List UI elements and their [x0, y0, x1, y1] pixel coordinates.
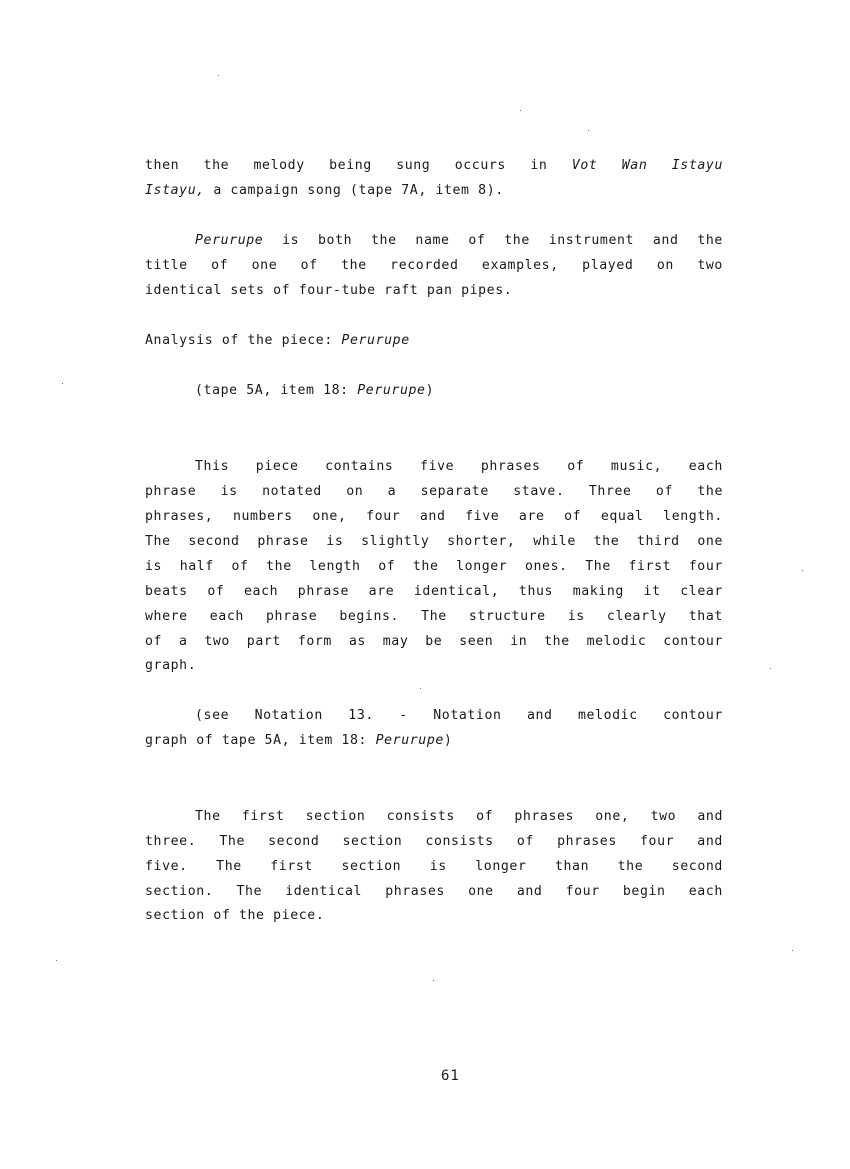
word: is	[567, 609, 585, 624]
word: song	[307, 183, 342, 198]
scan-speck	[588, 130, 589, 131]
word: are	[368, 584, 395, 599]
word: it	[643, 584, 661, 599]
word: phrases	[557, 834, 617, 849]
word: length	[309, 559, 361, 574]
word: The	[145, 534, 171, 549]
scan-speck	[770, 668, 771, 669]
word: phrases,	[145, 509, 214, 524]
word: consists	[425, 834, 494, 849]
word: length.	[663, 509, 723, 524]
word: second	[188, 534, 240, 549]
word: five.	[145, 859, 188, 874]
word: may	[382, 634, 409, 649]
word: (see	[195, 708, 230, 723]
word: identical	[145, 283, 222, 298]
word: identical,	[413, 584, 500, 599]
instrument-name: Perurupe	[195, 233, 264, 248]
word: section	[341, 859, 402, 874]
text-line	[145, 883, 723, 901]
word: a	[178, 634, 188, 649]
word: raft	[384, 283, 419, 298]
word: four	[366, 509, 401, 524]
word: the	[504, 233, 530, 248]
word: five	[420, 459, 455, 474]
word: of	[567, 459, 585, 474]
word: of	[207, 584, 225, 599]
word: is	[220, 484, 238, 499]
word: two	[697, 258, 723, 273]
word: and	[526, 708, 553, 723]
word: This	[195, 459, 230, 474]
word: (tape	[350, 183, 393, 198]
text-line	[195, 808, 723, 826]
word: part	[246, 634, 281, 649]
word: of	[468, 233, 486, 248]
reference-title: Perurupe	[357, 383, 426, 398]
word: and	[697, 809, 723, 824]
word: two	[650, 809, 677, 824]
word: melodic	[577, 708, 638, 723]
reference-title: Perurupe	[375, 733, 444, 748]
word: and	[697, 834, 723, 849]
scan-speck	[56, 960, 57, 961]
text-line	[145, 833, 723, 851]
word: then	[145, 158, 180, 173]
text-line	[145, 633, 723, 651]
word: five	[465, 509, 500, 524]
word: the	[238, 908, 265, 923]
word: phrase	[266, 609, 318, 624]
word: 7A,	[401, 183, 427, 198]
word: first	[270, 859, 313, 874]
word: the	[544, 634, 570, 649]
word: of	[145, 634, 163, 649]
word: contour	[663, 708, 723, 723]
word: one,	[595, 809, 630, 824]
text-line	[195, 458, 723, 476]
word: title	[145, 258, 188, 273]
word: first	[241, 809, 285, 824]
word: two	[204, 634, 230, 649]
word: half	[179, 559, 214, 574]
word: each	[244, 584, 279, 599]
word: notated	[262, 484, 322, 499]
text-line	[145, 157, 723, 175]
word: the	[412, 559, 439, 574]
word: one,	[312, 509, 347, 524]
word: sets	[230, 283, 265, 298]
word: section.	[145, 884, 214, 899]
scan-speck	[520, 110, 521, 111]
word: the	[617, 859, 644, 874]
word: of	[655, 484, 674, 499]
word: graph.	[145, 658, 197, 673]
word: of	[211, 258, 229, 273]
word: where	[145, 609, 188, 624]
word: phrases	[514, 809, 575, 824]
word: and	[419, 509, 446, 524]
word: as	[348, 634, 366, 649]
word: stave.	[513, 484, 565, 499]
word: the	[266, 559, 292, 574]
word: and	[516, 884, 543, 899]
word: is	[429, 859, 447, 874]
word: Notation	[433, 708, 502, 723]
word: four	[688, 559, 723, 574]
word: The	[216, 859, 242, 874]
scan-speck	[792, 950, 793, 951]
word: recorded	[390, 258, 459, 273]
word: occurs	[454, 158, 506, 173]
word: of	[300, 258, 318, 273]
word: melodic	[586, 634, 647, 649]
word: section	[342, 834, 403, 849]
word: identical	[285, 884, 363, 899]
heading-label: Analysis of the piece:	[145, 333, 333, 348]
word: the	[697, 233, 723, 248]
word: begin	[622, 884, 666, 899]
word: and	[652, 233, 679, 248]
page-number: 61	[441, 1068, 460, 1084]
text-line	[145, 257, 723, 275]
text-line	[145, 282, 723, 300]
word: four-tube	[298, 283, 376, 298]
text-line	[145, 533, 723, 551]
word: phrase	[297, 584, 350, 599]
word: piece	[255, 459, 299, 474]
song-title-word: Vot	[571, 158, 598, 173]
word: form	[297, 634, 332, 649]
word: in	[510, 634, 528, 649]
word: piece.	[273, 908, 325, 923]
text-line	[195, 232, 723, 250]
text-line	[145, 858, 723, 876]
notation-reference	[195, 707, 723, 725]
word: Notation	[254, 708, 323, 723]
word: second	[268, 834, 320, 849]
word: beats	[145, 584, 188, 599]
word: structure	[468, 609, 546, 624]
text-line	[145, 583, 723, 601]
word: of	[516, 834, 534, 849]
word: of	[231, 559, 249, 574]
word: section	[145, 908, 205, 923]
word: campaign	[230, 183, 299, 198]
word: -	[399, 708, 408, 723]
word: item	[435, 183, 470, 198]
text-line	[145, 508, 723, 526]
word: are	[518, 509, 545, 524]
word: on	[346, 484, 364, 499]
word: section	[305, 809, 366, 824]
word: pipes.	[461, 283, 513, 298]
word: name	[415, 233, 450, 248]
word: one	[697, 534, 723, 549]
notation-reference	[145, 732, 723, 750]
word: The	[236, 884, 263, 899]
word: while	[533, 534, 576, 549]
word: four	[565, 884, 600, 899]
word: both	[318, 233, 353, 248]
word: the	[370, 233, 397, 248]
scan-speck	[62, 383, 63, 384]
word: three.	[145, 834, 197, 849]
word: The	[585, 559, 611, 574]
word: instrument	[548, 233, 635, 248]
scan-speck	[420, 688, 421, 689]
word: melody	[253, 158, 305, 173]
word: of	[273, 283, 291, 298]
word: contour	[663, 634, 723, 649]
song-title-word: Istayu,	[145, 183, 205, 198]
word: consists	[386, 809, 455, 824]
word: than	[554, 859, 590, 874]
word: each	[688, 459, 723, 474]
reference-label: graph of tape 5A, item 18:	[145, 733, 368, 748]
word: of	[476, 809, 494, 824]
word: the	[697, 484, 723, 499]
word: 8).	[478, 183, 504, 198]
word: of	[378, 559, 396, 574]
word: The	[219, 834, 245, 849]
word: phrase	[145, 484, 197, 499]
reference-label: (tape 5A, item 18:	[195, 383, 349, 398]
word: shorter,	[447, 534, 516, 549]
word: pan	[426, 283, 453, 298]
text-line	[145, 558, 723, 576]
word: on	[656, 258, 674, 273]
word: begins.	[339, 609, 400, 624]
word: contains	[325, 459, 394, 474]
word: numbers	[232, 509, 293, 524]
word: third	[636, 534, 680, 549]
word: seen	[459, 634, 494, 649]
word: second	[671, 859, 723, 874]
word: sung	[396, 158, 431, 173]
word: is	[282, 233, 300, 248]
word: slightly	[361, 534, 430, 549]
word: of	[564, 509, 582, 524]
word: separate	[420, 484, 489, 499]
word: one	[251, 258, 278, 273]
word: 13.	[348, 708, 374, 723]
section-heading	[145, 332, 723, 350]
text-line	[145, 608, 723, 626]
word: the	[593, 534, 620, 549]
word: the	[203, 158, 230, 173]
reference-suffix: )	[425, 383, 435, 398]
word: equal	[600, 509, 644, 524]
text-line	[145, 182, 723, 200]
word: four	[639, 834, 675, 849]
word: clearly	[606, 609, 667, 624]
word: The	[421, 609, 447, 624]
song-title-word: Wan	[621, 158, 648, 173]
text-line	[145, 483, 723, 501]
word: one	[468, 884, 494, 899]
word: that	[688, 609, 723, 624]
word: in	[530, 158, 548, 173]
scan-speck	[433, 980, 434, 981]
word: making	[572, 584, 624, 599]
word: a	[387, 484, 397, 499]
song-title-word: Istayu	[671, 158, 723, 173]
word: thus	[518, 584, 554, 599]
heading-title: Perurupe	[341, 333, 410, 348]
scan-speck	[218, 75, 219, 76]
word: longer	[456, 559, 508, 574]
word: being	[329, 158, 372, 173]
word: a	[213, 183, 222, 198]
word: phrase	[257, 534, 309, 549]
word: is	[145, 559, 163, 574]
word: The	[195, 809, 221, 824]
word: be	[425, 634, 443, 649]
tape-reference	[195, 382, 723, 400]
word: first	[628, 559, 672, 574]
text-line	[145, 907, 723, 925]
word: music,	[610, 459, 663, 474]
reference-suffix: )	[443, 733, 453, 748]
word: phrases	[480, 459, 541, 474]
word: clear	[680, 584, 723, 599]
word: is	[326, 534, 344, 549]
word: Three	[588, 484, 632, 499]
word: each	[688, 884, 723, 899]
word: the	[341, 258, 367, 273]
word: of	[213, 908, 231, 923]
scan-speck	[802, 570, 803, 571]
word: examples,	[481, 258, 559, 273]
word: each	[209, 609, 244, 624]
word: phrases	[385, 884, 445, 899]
word: played	[582, 258, 634, 273]
text-line	[145, 657, 723, 675]
word: longer	[475, 859, 527, 874]
word: ones.	[524, 559, 568, 574]
